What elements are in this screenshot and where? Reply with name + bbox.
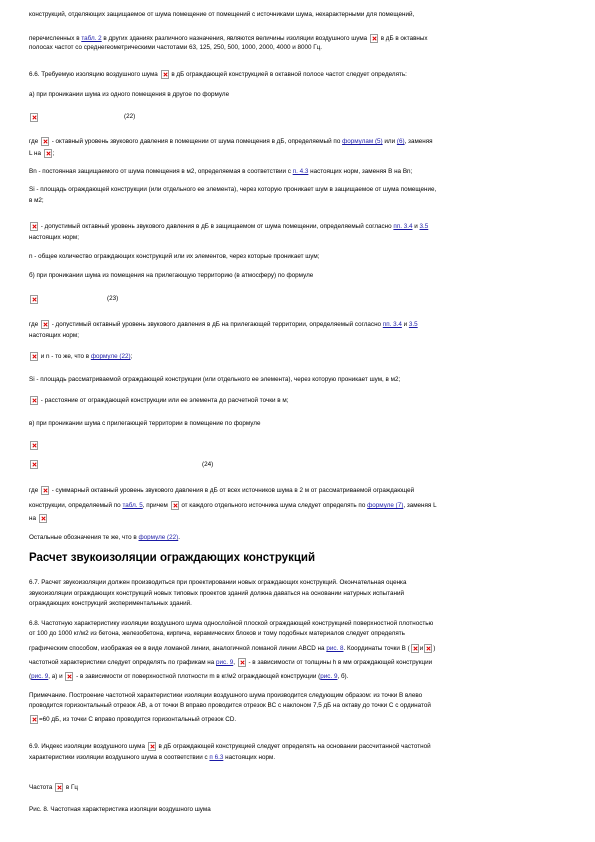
broken-image-icon	[41, 137, 49, 146]
text-line	[29, 331, 567, 341]
line-text: а) при проникании шума из одного помещения в другое по формуле	[29, 91, 230, 98]
line-text: в дБ ограждающей конструкцией следует определять на основании рассчитанной частотной	[158, 743, 431, 751]
line-text: - допустимый октавный уровень звукового давления в дБ в защищаемом от шума помещении, определяемый согласно	[40, 223, 392, 231]
line-text: где	[29, 321, 39, 329]
line-text: - в зависимости от толщины h в мм ограждающей конструкции	[248, 659, 433, 667]
link-p-4-3[interactable]: п. 4.3	[292, 168, 309, 175]
line-text: Частота	[29, 784, 53, 792]
text-line	[29, 70, 567, 80]
line-text: от каждого отдельного источника шума следует определять по	[181, 502, 366, 510]
line-text: конструкции, определяемый по	[29, 502, 121, 510]
broken-image-icon	[370, 34, 378, 43]
line-text: настоящих норм;	[29, 332, 80, 339]
line-text: настоящих норм, заменяя B на Bn;	[310, 168, 413, 175]
line-text: . Координаты точки B (	[343, 645, 410, 653]
broken-image-icon	[30, 222, 38, 231]
broken-image-icon	[30, 352, 38, 361]
text-line	[29, 486, 567, 496]
line-text: от 100 до 1000 кг/м2 из бетона, железобетона, кирпича, керамических блоков и тому подобных материалов следует определять	[29, 630, 405, 637]
broken-image-icon	[65, 672, 73, 681]
line-text: ограждающих конструкций экспериментальных зданий.	[29, 600, 192, 607]
link-fig-9[interactable]: рис. 9	[320, 673, 338, 681]
line-text: частотной характеристики следует определять по графикам на	[29, 659, 215, 667]
line-text: n - общее количество ограждающих конструкций или их элементов, через которые проникает шум;	[29, 253, 320, 260]
line-text: , а) и	[48, 673, 63, 681]
line-text: конструкций, отделяющих защищаемое от шума помещение от помещений с источниками шума, нехарактерными для помещений,	[29, 11, 415, 18]
text-line	[29, 375, 567, 385]
broken-image-icon	[424, 644, 432, 653]
broken-image-icon	[39, 514, 47, 523]
link-pp-3-4[interactable]: пп. 3.4	[382, 321, 402, 329]
line-text: ;	[52, 150, 55, 158]
text-line	[29, 578, 567, 588]
text-line	[29, 691, 567, 701]
line-text: )	[433, 645, 436, 653]
line-text: , б).	[337, 673, 349, 681]
link-p-6-3[interactable]: п 6.3	[209, 754, 224, 761]
text-line	[29, 533, 567, 543]
link-fig-9[interactable]: рис. 9	[31, 673, 49, 681]
text-line	[29, 149, 567, 159]
equation-22	[29, 113, 567, 123]
line-text: на	[29, 515, 36, 523]
text-line	[29, 783, 567, 793]
text-line	[29, 185, 567, 195]
line-text: 6.8. Частотную характеристику изоляции воздушного шума однослойной плоской ограждающей конструкцией поверхностной плотностью	[29, 620, 434, 627]
text-line	[29, 137, 567, 147]
text-line	[29, 320, 567, 330]
text-line	[29, 701, 567, 711]
broken-image-icon	[55, 783, 63, 792]
line-text: перечисленных в	[29, 35, 80, 43]
text-line	[29, 167, 567, 177]
link-fig-9[interactable]: рис. 9	[216, 659, 234, 667]
line-text: в м2;	[29, 197, 44, 204]
text-line	[29, 672, 567, 682]
broken-image-icon	[411, 644, 419, 653]
line-text: Si - площадь ограждающей конструкции (или отдельного ее элемента), через которую проникает шум в защищаемое от шума помещение,	[29, 186, 437, 193]
line-text: Bn - постоянная защищаемого от шума помещения в м2, определяемая в соответствии с	[29, 168, 291, 175]
text-line	[29, 589, 567, 599]
line-text: в дБ в октавных	[380, 35, 428, 43]
text-line	[29, 196, 567, 206]
line-text: в Гц	[65, 784, 78, 792]
text-line	[29, 396, 567, 406]
line-text: звукоизоляции ограждающих конструкций новых типовых проектов зданий должна даваться на основании натурных испытаний	[29, 590, 405, 597]
text-line	[29, 233, 567, 243]
link-3-5[interactable]: 3.5	[408, 321, 418, 329]
line-text: Остальные обозначения те же, что в	[29, 534, 137, 541]
link-formula-22[interactable]: формуле (22)	[90, 353, 131, 361]
line-text: - расстояние от ограждающей конструкции или ее элемента до расчетной точки в м;	[40, 397, 289, 405]
link-3-5[interactable]: 3.5	[419, 223, 429, 231]
text-line	[29, 599, 567, 609]
equation-number: (24)	[202, 461, 214, 468]
text-line	[29, 742, 567, 752]
link-pp-3-4[interactable]: пп. 3.4	[393, 223, 413, 231]
link-formula-22[interactable]: формуле (22)	[138, 534, 179, 541]
line-text: в дБ ограждающей конструкцией в октавной полосе частот следует определять:	[171, 71, 407, 79]
link-fig-8[interactable]: рис. 8	[326, 645, 344, 653]
line-text: проводится горизонтальный отрезок AB, а от точки B вправо проводится отрезок BC с наклоном 7,5 дБ на октаву до точки C с ординатой	[29, 702, 431, 709]
broken-image-icon	[30, 460, 38, 469]
text-line	[29, 352, 567, 362]
line-text: .	[178, 534, 180, 541]
broken-image-icon	[44, 149, 52, 158]
line-text: настоящих норм;	[29, 234, 80, 241]
link-formula-5[interactable]: формулам (5)	[342, 138, 383, 146]
broken-image-icon	[30, 396, 38, 405]
line-text: - допустимый октавный уровень звукового давления в дБ на прилегающей территории, определяемый согласно	[51, 321, 382, 329]
section-heading: Расчет звукоизоляции ограждающих конструкций	[29, 552, 316, 564]
line-text: 6.7. Расчет звукоизоляции должен производиться при проектировании новых ограждающих конструкций. Окончательная оценка	[29, 579, 407, 586]
equation-24-part	[29, 460, 567, 470]
text-line	[29, 271, 567, 281]
equation-24-part	[29, 441, 567, 451]
line-text: б) при проникании шума из помещения на прилегающую территорию (в атмосферу) по формуле	[29, 272, 314, 279]
line-text: и	[403, 321, 408, 329]
link-formula-7[interactable]: формуле (7)	[367, 502, 404, 510]
line-text: настоящих норм.	[225, 754, 276, 761]
link-formula-6[interactable]: (6)	[396, 138, 405, 146]
link-table-2[interactable]: табл. 2	[81, 35, 102, 43]
equation-number: (22)	[124, 113, 136, 120]
line-text: характеристики изоляции воздушного шума в соответствии с	[29, 754, 208, 761]
equation-number: (23)	[107, 295, 119, 302]
figure-caption	[29, 805, 567, 815]
broken-image-icon	[30, 441, 38, 450]
broken-image-icon	[30, 715, 38, 724]
line-text: Примечание. Построение частотной характеристики изоляции воздушного шума производится следующим образом: из точки B влево	[29, 692, 423, 699]
line-text: где	[29, 487, 39, 495]
line-text: и	[414, 223, 418, 231]
text-line	[29, 419, 567, 429]
line-text: - в зависимости от поверхностной плотности m в кг/м2 ограждающей конструкции (	[76, 673, 321, 681]
line-text: , заменяя L	[403, 502, 437, 510]
broken-image-icon	[30, 113, 38, 122]
line-text: в) при проникании шума с прилегающей территории в помещение по формуле	[29, 420, 261, 427]
text-line	[29, 10, 567, 20]
line-text: и n - то же, что в	[40, 353, 90, 361]
broken-image-icon	[148, 742, 156, 751]
line-text: - октавный уровень звукового давления в помещении от шума помещения в дБ, определяемый по	[51, 138, 341, 146]
text-line	[29, 514, 567, 524]
line-text: или	[384, 138, 396, 146]
line-text: Si - площадь рассматриваемой ограждающей конструкции (или отдельного ее элемента), через которую проникает шум, в м2;	[29, 376, 401, 383]
broken-image-icon	[171, 501, 179, 510]
line-text: ;	[130, 353, 133, 361]
line-text: ,	[233, 659, 235, 667]
line-text: в других зданиях различного назначения, являются величины изоляции воздушного шума	[103, 35, 368, 43]
text-line	[29, 43, 567, 53]
line-text: и	[419, 645, 424, 653]
broken-image-icon	[30, 295, 38, 304]
line-text: (	[29, 673, 32, 681]
link-table-5[interactable]: табл. 5	[122, 502, 143, 510]
line-text: , причем	[142, 502, 168, 510]
broken-image-icon	[41, 320, 49, 329]
text-line	[29, 222, 567, 232]
line-text: 6.6. Требуемую изоляцию воздушного шума	[29, 71, 158, 79]
text-line	[29, 252, 567, 262]
line-text: полосах частот со среднегеометрическими частотами 63, 125, 250, 500, 1000, 2000, 4000 и 8000 Гц.	[29, 44, 323, 51]
line-text: , заменяя	[404, 138, 433, 146]
broken-image-icon	[238, 658, 246, 667]
broken-image-icon	[41, 486, 49, 495]
text-line	[29, 619, 567, 629]
text-line	[29, 644, 567, 654]
caption-text: Рис. 8. Частотная характеристика изоляции воздушного шума	[29, 806, 211, 813]
text-line	[29, 753, 567, 763]
line-text: L на	[29, 150, 41, 158]
line-text: 6.9. Индекс изоляции воздушного шума	[29, 743, 146, 751]
text-line	[29, 715, 567, 725]
text-line	[29, 658, 567, 668]
text-line	[29, 90, 567, 100]
line-text: - суммарный октавный уровень звукового давления в дБ от всех источников шума в 2 м от рассматриваемой ограждающей	[51, 487, 415, 495]
line-text: где	[29, 138, 39, 146]
text-line	[29, 629, 567, 639]
broken-image-icon	[161, 70, 169, 79]
line-text: графическим способом, изображая ее в виде ломаной линии, аналогичной ломаной линии ABCD на	[29, 645, 325, 653]
text-line	[29, 501, 567, 511]
line-text: =60 дБ, из точки C вправо проводится горизонтальный отрезок CD.	[39, 716, 237, 724]
